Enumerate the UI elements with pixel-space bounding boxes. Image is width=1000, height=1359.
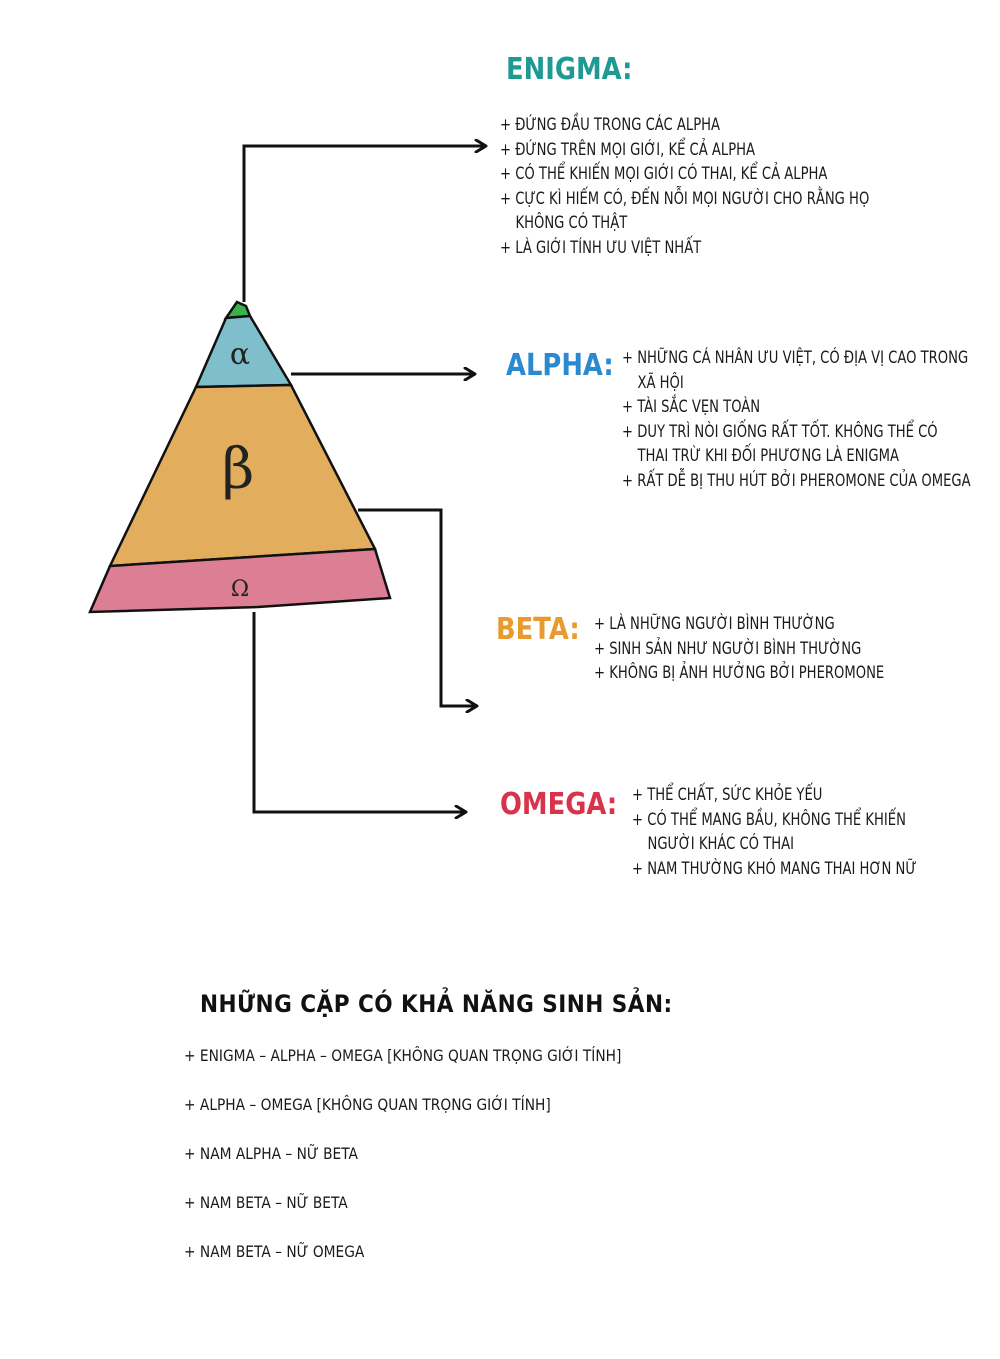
omega-glyph: Ω: [230, 577, 250, 602]
beta-glyph: β: [221, 437, 255, 502]
list-item: + NAM BETA – NỮ BETA: [184, 1193, 348, 1212]
list-item: + KHÔNG BỊ ẢNH HƯỞNG BỞI PHEROMONE: [594, 663, 885, 683]
list-item: + LÀ NHỮNG NGƯỜI BÌNH THƯỜNG: [594, 614, 835, 634]
list-item: + NAM THƯỜNG KHÓ MANG THAI HƠN NỮ: [632, 858, 917, 879]
enigma-connector-arrow: [244, 146, 485, 302]
alpha-traits-list: [622, 346, 971, 493]
alpha-title: ALPHA:: [506, 348, 614, 383]
list-item: + CÓ THỂ MANG BẦU, KHÔNG THỂ KHIẾN: [632, 809, 906, 830]
list-item: + ENIGMA – ALPHA – OMEGA [KHÔNG QUAN TRỌNG GIỚI TÍNH]: [184, 1046, 622, 1065]
list-item: + SINH SẢN NHƯ NGƯỜI BÌNH THƯỜNG: [594, 638, 862, 659]
omega-title: OMEGA:: [500, 787, 618, 822]
list-item-continuation: KHÔNG CÓ THẬT: [515, 213, 628, 233]
beta-title: BETA:: [496, 612, 580, 647]
list-item: + CỰC KÌ HIẾM CÓ, ĐẾN NỖI MỌI NGƯỜI CHO RẰNG HỌ: [500, 188, 870, 209]
list-item: + ĐỨNG TRÊN MỌI GIỚI, KỂ CẢ ALPHA: [500, 139, 756, 160]
enigma-traits-list: [500, 113, 869, 260]
omega-traits-list: [632, 783, 917, 881]
beta-connector-arrow: [358, 510, 476, 706]
list-item-continuation: NGƯỜI KHÁC CÓ THAI: [647, 834, 795, 854]
list-item: + NAM BETA – NỮ OMEGA: [184, 1242, 365, 1261]
enigma-title: ENIGMA:: [506, 52, 633, 87]
alpha-glyph: α: [229, 337, 251, 372]
list-item: + LÀ GIỚI TÍNH ƯU VIỆT NHẤT: [500, 237, 702, 258]
list-item-continuation: XÃ HỘI: [637, 372, 684, 393]
fertile-pairs-list: [184, 1046, 621, 1291]
list-item: + THỂ CHẤT, SỨC KHỎE YẾU: [632, 785, 823, 805]
omega-connector-arrow: [254, 612, 465, 812]
list-item: + CÓ THỂ KHIẾN MỌI GIỚI CÓ THAI, KỂ CẢ ALPHA: [500, 164, 828, 184]
list-item: + ALPHA – OMEGA [KHÔNG QUAN TRỌNG GIỚI TÍNH]: [184, 1095, 551, 1114]
list-item: + ĐỨNG ĐẦU TRONG CÁC ALPHA: [500, 115, 721, 135]
list-item: + DUY TRÌ NÒI GIỐNG RẤT TỐT. KHÔNG THỂ CÓ: [622, 421, 938, 442]
list-item: + RẤT DỄ BỊ THU HÚT BỞI PHEROMONE CỦA OMEGA: [622, 470, 971, 491]
fertile-pairs-title: NHỮNG CẶP CÓ KHẢ NĂNG SINH SẢN:: [200, 990, 673, 1018]
list-item-continuation: THAI TRỪ KHI ĐỐI PHƯƠNG LÀ ENIGMA: [637, 446, 899, 466]
list-item: + NAM ALPHA – NỮ BETA: [184, 1144, 358, 1163]
beta-traits-list: [594, 612, 884, 686]
list-item: + NHỮNG CÁ NHÂN ƯU VIỆT, CÓ ĐỊA VỊ CAO TRONG: [622, 348, 969, 368]
list-item: + TÀI SẮC VẸN TOÀN: [622, 397, 761, 417]
